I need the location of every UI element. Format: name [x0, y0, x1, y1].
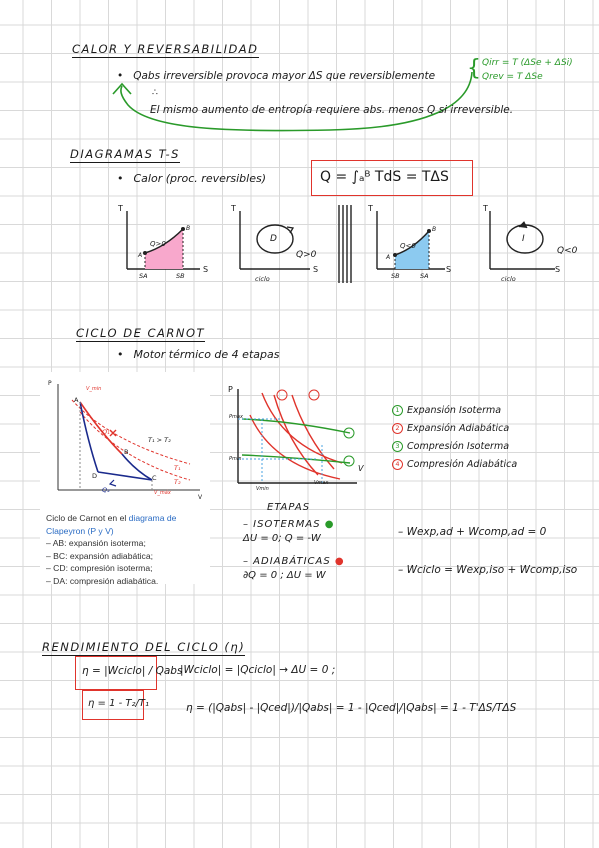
fig-q1: Q₁: [102, 428, 110, 436]
p2-s: S: [313, 265, 319, 274]
etapas-title: ETAPAS: [267, 502, 311, 513]
fig-vmax: V_máx: [154, 490, 171, 496]
p3-b: B: [432, 226, 437, 233]
p4-q: Q<0: [557, 246, 578, 256]
p3-s1: SB: [391, 272, 400, 280]
fig-d: D: [92, 472, 98, 480]
p2-q: Q>0: [296, 250, 317, 260]
p3-s: S: [446, 265, 452, 274]
pv-p: P: [228, 385, 233, 394]
p3-t: T: [368, 204, 373, 213]
p1-s1: SA: [139, 272, 148, 280]
section-title-carnot: CICLO DE CARNOT: [76, 326, 206, 340]
work-cycle-eq: – Wciclo = Wexp,iso + Wcomp,iso: [398, 564, 578, 576]
caption-prefix: Ciclo de Carnot en el: [46, 513, 129, 523]
p3-a: A: [386, 254, 391, 261]
isotermas-label: – ISOTERMAS ●: [243, 519, 335, 530]
p2-tag: D: [270, 234, 277, 244]
pv-v: V: [358, 464, 364, 473]
legend-item-4: 4 Compresión Adiabática: [392, 459, 517, 470]
eta-expansion: η = (|Qabs| - |Qced|)/|Qabs| = 1 - |Qced|/|Qabs| = 1 - T'ΔS/TΔS: [186, 702, 517, 714]
fig-vmin: V_min: [86, 386, 102, 392]
bullet-qabs: • Qabs irreversible provoca mayor ΔS que reversiblemente: [117, 70, 435, 82]
bullet-motor: • Motor térmico de 4 etapas: [117, 348, 279, 361]
pv-pmin: Pmin: [229, 456, 242, 462]
eta-definition: η = |Wciclo| / Qabs: [82, 665, 183, 677]
p1-a: A: [138, 252, 143, 259]
formula-integral: Q = ∫ₐᴮ TdS = TΔS: [320, 169, 449, 185]
section-title-calor: CALOR Y REVERSABILIDAD: [72, 42, 259, 56]
explanation-text: El mismo aumento de entropía requiere abs. menos Q si irreversible.: [150, 104, 514, 116]
section-title-diagramas: DIAGRAMAS T-S: [70, 147, 180, 161]
work-adiabatic-eq: – Wexp,ad + Wcomp,ad = 0: [398, 526, 547, 538]
p1-s2: SB: [176, 272, 185, 280]
brace: {: [467, 56, 481, 81]
isotermas-eq: ΔU = 0; Q = -W: [243, 533, 321, 544]
caption-item-da: – DA: compresión adiabática.: [46, 575, 159, 586]
pv-pmax: Pmax: [229, 414, 243, 420]
pv-sketch: [222, 385, 367, 495]
caption-link[interactable]: diagrama de Clapeyron: [46, 513, 177, 536]
section-title-rendimiento: RENDIMIENTO DEL CICLO (η): [42, 640, 246, 654]
p1-tag: Q>0: [150, 240, 166, 248]
fig-q2: Q₂: [102, 486, 110, 494]
caption-link-suffix: (P y V): [85, 525, 114, 536]
p3-tag: Q<0: [400, 242, 416, 250]
p4-tag: I: [522, 234, 525, 244]
fig-a: A: [74, 396, 79, 404]
legend-item-3: 3 Compresión Isoterma: [392, 441, 509, 452]
fig-t1: T₁: [174, 464, 181, 472]
p1-t: T: [118, 204, 123, 213]
bullet-calor: • Calor (proc. reversibles): [117, 172, 266, 185]
legend-item-1: 1 Expansión Isoterma: [392, 405, 501, 416]
caption-item-cd: – CD: compresión isoterma;: [46, 563, 153, 574]
fig-cond: T₁ > T₂: [148, 436, 171, 444]
fig-c: C: [152, 474, 157, 482]
p1-b: B: [186, 225, 191, 232]
pv-vmax: Vmax: [314, 480, 329, 486]
fig-b: B: [124, 448, 129, 456]
p2-ciclo: ciclo: [255, 275, 270, 283]
fig-t2: T₂: [174, 478, 181, 486]
adiabaticas-label: – ADIABÁTICAS ●: [243, 556, 345, 567]
caption-item-ab: – AB: expansión isoterma;: [46, 538, 146, 549]
q-irr: Qirr = T (ΔSe + ΔSi): [482, 58, 573, 68]
p1-s: S: [203, 265, 209, 274]
p2-t: T: [231, 204, 236, 213]
caption-item-bc: – BC: expansión adiabática;: [46, 550, 154, 561]
p3-s2: SA: [420, 272, 429, 280]
therefore-symbol: ∴: [152, 88, 158, 98]
q-rev: Qrev = T ΔSe: [482, 72, 543, 82]
cycle-relation: |Wciclo| = |Qciclo| → ΔU = 0 ;: [180, 664, 336, 676]
p4-ciclo: ciclo: [501, 275, 516, 283]
adiabaticas-eq: ∂Q = 0 ; ΔU = W: [243, 570, 326, 581]
p4-t: T: [483, 204, 488, 213]
fig-v: V: [198, 494, 203, 501]
legend-item-2: 2 Expansión Adiabática: [392, 423, 509, 434]
fig-p: P: [48, 380, 52, 387]
p4-s: S: [555, 265, 561, 274]
eta-carnot: η = 1 - T₂/T₁: [88, 698, 150, 709]
figure-caption: [46, 512, 206, 588]
pv-vmin: Vmin: [256, 486, 269, 492]
